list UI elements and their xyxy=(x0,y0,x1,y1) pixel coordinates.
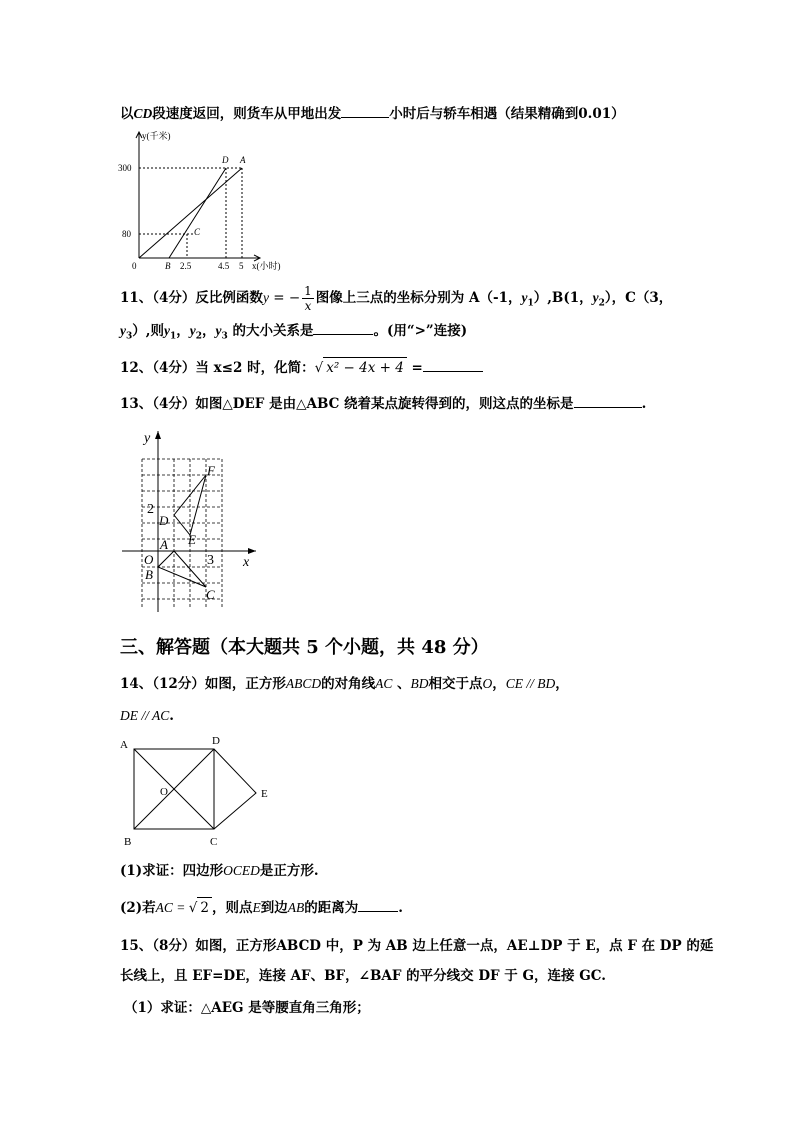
svg-text:x: x xyxy=(243,555,250,570)
answer-blank-q14[interactable] xyxy=(358,897,398,912)
answer-blank-q10[interactable] xyxy=(341,103,389,118)
svg-text:4.5: 4.5 xyxy=(218,261,230,271)
svg-text:80: 80 xyxy=(122,229,131,239)
cd-label: CD xyxy=(133,106,153,121)
svg-text:D: D xyxy=(159,513,169,528)
q15-line-1: 15、（8分）如图，正方形ABCD 中，P 为 AB 边上任意一点，AE⊥DP 于 E，点 F 在 DP 的延 xyxy=(120,938,714,954)
q14-part-2: (2)若AC = √ 2 ，则点E到边AB的距离为 . xyxy=(120,897,403,918)
q13-line: 13、（4分）如图△DEF 是由△ABC 绕着某点旋转得到的，则这点的坐标是 . xyxy=(120,393,646,414)
svg-text:C: C xyxy=(206,587,215,602)
q12-line: 12、（4分）当 x≤2 时，化简：√ x² − 4x + 4 = xyxy=(120,357,483,378)
q11-line-1: 11、（4分）反比例函数y = − $\frac{1}{x}$ 图像上三点的坐标分别为 A（-1，$y_1),B(1$，$y_2$），C（3， xyxy=(120,284,673,313)
svg-text:B: B xyxy=(145,567,153,582)
svg-text:300: 300 xyxy=(118,163,132,173)
svg-text:E: E xyxy=(188,532,196,547)
svg-text:C: C xyxy=(194,227,201,237)
svg-text:A: A xyxy=(240,155,246,165)
q14-line-1: 14、（12分）如图，正方形ABCD的对角线AC 、BD相交于点O，CE // BD， xyxy=(120,676,569,692)
svg-text:D: D xyxy=(212,735,220,747)
q10-tail-line: 以CD段速度返回，则货车从甲地出发 小时后与轿车相遇（结果精确到0.01） xyxy=(120,103,625,124)
q14-line-2: DE // AC. xyxy=(120,708,174,724)
svg-text:O: O xyxy=(160,786,168,798)
q11-line-2: $y_3$）,则$y_1$，$y_2$，$y_3$ 的大小关系是 。(用“>”连接) xyxy=(120,320,467,347)
svg-text:y: y xyxy=(144,431,151,446)
q14-part-1: (1)求证：四边形OCED是正方形. xyxy=(120,863,319,879)
svg-text:C: C xyxy=(210,836,218,848)
svg-text:2: 2 xyxy=(147,502,154,517)
svg-text:5: 5 xyxy=(239,261,244,271)
fraction-1-over-x: $\frac{1}{x}$ xyxy=(304,284,312,313)
svg-text:F: F xyxy=(207,463,215,478)
q14-square-figure xyxy=(116,733,276,851)
q13-grid-figure xyxy=(118,427,268,617)
svg-text:A: A xyxy=(160,537,168,552)
line-bd xyxy=(169,168,226,258)
triangle-dec xyxy=(214,749,256,829)
line-oa xyxy=(139,168,242,258)
answer-blank-q11[interactable] xyxy=(313,320,373,335)
answer-blank-q13[interactable] xyxy=(574,393,642,408)
svg-text:3: 3 xyxy=(207,553,214,568)
svg-text:O: O xyxy=(144,552,154,567)
sqrt-sign-2: √ xyxy=(188,900,198,916)
svg-text:B: B xyxy=(165,261,171,271)
svg-text:E: E xyxy=(261,788,268,800)
svg-text:0: 0 xyxy=(132,261,137,271)
section-heading: 三、解答题（本大题共 5 个小题，共 48 分） xyxy=(120,637,489,658)
q10-graph xyxy=(112,128,302,273)
answer-blank-q12[interactable] xyxy=(423,357,483,372)
y-axis-label: y(千米) xyxy=(142,131,171,141)
svg-text:D: D xyxy=(222,155,229,165)
svg-text:2.5: 2.5 xyxy=(180,261,192,271)
q15-line-3: （1）求证：△AEG 是等腰直角三角形； xyxy=(124,1000,370,1016)
svg-text:B: B xyxy=(124,836,132,848)
sqrt-sign: √ xyxy=(314,360,324,376)
triangle-abc xyxy=(158,551,206,587)
q15-line-2: 长线上，且 EF=DE，连接 AF、BF，∠BAF 的平分线交 DF 于 G，连接 GC. xyxy=(120,968,606,984)
x-axis-label: x(小时) xyxy=(252,261,281,271)
svg-text:A: A xyxy=(120,739,128,751)
